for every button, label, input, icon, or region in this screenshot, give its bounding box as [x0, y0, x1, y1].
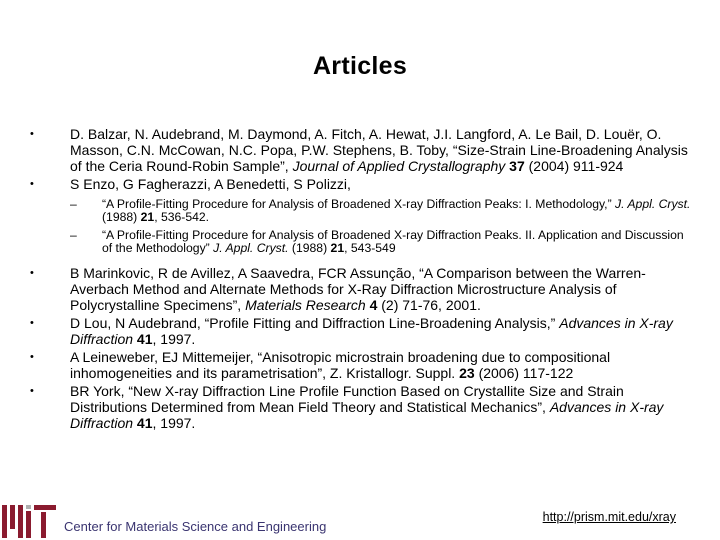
reference-authors: B Marinkovic, R de Avillez, A Saavedra, FCR Assunção, “A Comparison between the Warren-Averbach Method and Alternate Methods for X-Ray Diffraction Microstructure Analysis of Polycrystalline Specimens”, — [70, 265, 646, 313]
reference-item-york — [28, 383, 693, 431]
dash-icon: – — [70, 197, 77, 211]
sub-reference-volume: 21 — [140, 210, 155, 224]
sub-reference-pages: , 536-542. — [154, 210, 210, 224]
sub-reference-item — [70, 198, 693, 224]
sub-reference-item — [70, 229, 693, 255]
reference-volume: 41 — [136, 331, 153, 347]
bullet-icon: • — [30, 267, 34, 279]
reference-journal: Journal of Applied Crystallography — [292, 158, 506, 174]
reference-journal: Advances in X-ray Diffraction — [70, 315, 673, 347]
sub-reference-journal: J. Appl. Cryst. — [615, 197, 691, 211]
mit-logo-icon — [0, 503, 60, 540]
sub-reference-title: “A Profile-Fitting Procedure for Analysis of Broadened X-ray Diffraction Peaks. II. Application and Discussion of the Methodology” — [102, 228, 684, 255]
reference-authors: S Enzo, G Fagherazzi, A Benedetti, S Polizzi, — [70, 176, 351, 192]
reference-volume: 41 — [136, 415, 153, 431]
reference-volume: 23 — [459, 365, 475, 381]
sub-reference-journal: J. Appl. Cryst. — [213, 241, 289, 255]
footer-url-link[interactable]: http://prism.mit.edu/xray — [542, 510, 676, 524]
dash-icon: – — [70, 228, 77, 242]
bullet-icon: • — [30, 317, 34, 329]
reference-authors: D. Balzar, N. Audebrand, M. Daymond, A. Fitch, A. Hewat, J.I. Langford, A. Le Bail, D. Louër, O. Masson, C.N. McCowan, N.C. Popa, P.W. Stephens, B. Toby, “Size-Strain Line-Broadening Analysis of the Ceria Round-Robin Sample”, — [70, 126, 688, 174]
reference-item-balzar — [28, 126, 693, 174]
sub-reference-year: (1988) — [102, 210, 141, 224]
reference-authors: A Leineweber, EJ Mittemeijer, “Anisotropic microstrain broadening due to compositional inhomogeneities and its parametrisation”, Z. Kristallogr. Suppl. — [70, 349, 611, 381]
reference-volume: 4 — [369, 297, 378, 313]
reference-details: (2) 71-76, 2001. — [381, 297, 481, 313]
reference-details: (2006) 117-122 — [478, 365, 574, 381]
reference-item-lou — [28, 315, 693, 347]
reference-volume: 37 — [509, 158, 525, 174]
bullet-icon: • — [30, 385, 34, 397]
reference-item-marinkovic — [28, 265, 693, 313]
reference-details: , 1997. — [152, 331, 196, 347]
bullet-icon: • — [30, 178, 34, 190]
references-list — [28, 126, 693, 433]
slide-title: Articles — [312, 52, 408, 80]
sub-reference-list — [70, 198, 693, 255]
reference-authors: D Lou, N Audebrand, “Profile Fitting and Diffraction Line-Broadening Analysis,” — [70, 315, 560, 331]
reference-authors: BR York, “New X-ray Diffraction Line Profile Function Based on Crystallite Size and Strain Distributions Determined from Mean Field Theory and Statistical Mechanics”, — [70, 383, 624, 415]
bullet-icon: • — [30, 128, 34, 140]
reference-item-enzo — [28, 176, 693, 255]
reference-item-leineweber — [28, 349, 693, 381]
footer-center-name: Center for Materials Science and Engineering — [64, 519, 327, 534]
reference-details: , 1997. — [152, 415, 196, 431]
reference-journal: Advances in X-ray Diffraction — [70, 399, 664, 431]
sub-reference-volume: 21 — [330, 241, 345, 255]
reference-journal: Materials Research — [245, 297, 366, 313]
sub-reference-pages: , 543-549 — [344, 241, 396, 255]
bullet-icon: • — [30, 351, 34, 363]
sub-reference-year: (1988) — [288, 241, 331, 255]
sub-reference-title: “A Profile-Fitting Procedure for Analysis of Broadened X-ray Diffraction Peaks: I. Methodology,” — [102, 197, 616, 211]
reference-details: (2004) 911-924 — [528, 158, 624, 174]
